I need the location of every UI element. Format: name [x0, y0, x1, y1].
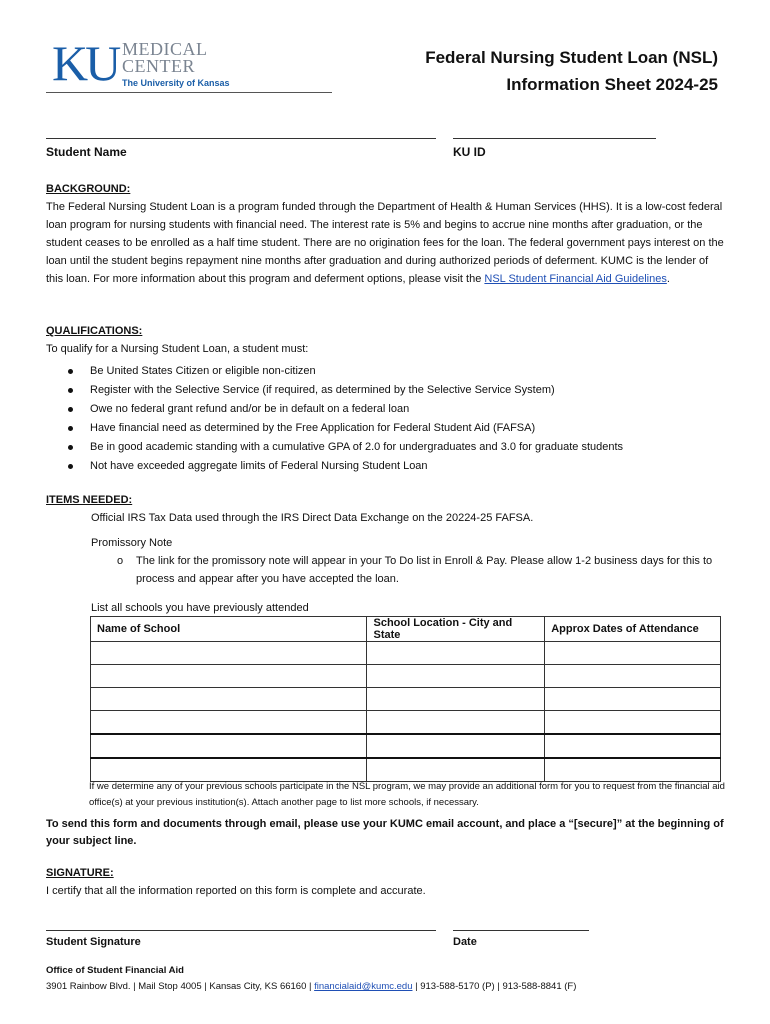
items-needed-section [46, 491, 726, 509]
school-location-cell[interactable] [367, 734, 545, 758]
bullet-icon [68, 407, 73, 412]
school-dates-cell[interactable] [545, 688, 721, 711]
phone-text: | 913-588-5170 (P) | 913-588-8841 (F) [412, 981, 577, 992]
qualification-text: Register with the Selective Service (if required, as determined by the Selective Service System) [90, 384, 555, 396]
table-row [91, 711, 721, 735]
bullet-icon [68, 464, 73, 469]
list-item [46, 457, 726, 476]
background-section [46, 180, 726, 288]
date-line[interactable] [453, 930, 589, 931]
kumc-logo [52, 35, 232, 94]
school-dates-cell[interactable] [545, 642, 721, 665]
list-item [46, 438, 726, 457]
bullet-icon [68, 445, 73, 450]
signature-heading: SIGNATURE: [46, 867, 114, 879]
student-signature-line[interactable] [46, 930, 436, 931]
bullet-icon [68, 369, 73, 374]
school-name-cell[interactable] [91, 711, 367, 735]
col-header-name: Name of School [91, 617, 367, 642]
document-title [425, 44, 718, 98]
list-item [46, 419, 726, 438]
signature-section [46, 864, 426, 900]
ku-id-label: KU ID [453, 145, 486, 159]
table-header-row [91, 617, 721, 642]
school-dates-cell[interactable] [545, 734, 721, 758]
school-dates-cell[interactable] [545, 758, 721, 782]
table-row [91, 734, 721, 758]
school-location-cell[interactable] [367, 642, 545, 665]
qualification-text: Owe no federal grant refund and/or be in default on a federal loan [90, 403, 410, 415]
qualification-text: Have financial need as determined by the Free Application for Federal Student Aid (FAFSA) [90, 422, 536, 434]
col-header-location: School Location - City and State [367, 617, 545, 642]
school-name-cell[interactable] [91, 734, 367, 758]
logo-ku-mark: KU [52, 35, 119, 91]
background-heading: BACKGROUND: [46, 183, 131, 195]
email-link[interactable]: financialaid@kumc.edu [314, 981, 413, 992]
student-name-label: Student Name [46, 145, 127, 159]
background-end: . [666, 273, 670, 285]
table-row [91, 665, 721, 688]
table-row [91, 642, 721, 665]
email-instructions: To send this form and documents through email, please use your KUMC email account, and place a “[secure]” at the beginning of your subject line. [46, 818, 724, 847]
items-needed-heading: ITEMS NEEDED: [46, 494, 133, 506]
qualifications-intro: To qualify for a Nursing Student Loan, a student must: [46, 343, 309, 355]
school-dates-cell[interactable] [545, 665, 721, 688]
qualifications-section [46, 322, 726, 358]
footer [46, 963, 746, 995]
school-dates-cell[interactable] [545, 711, 721, 735]
school-name-cell[interactable] [91, 688, 367, 711]
col-header-dates: Approx Dates of Attendance [545, 617, 721, 642]
contact-line [46, 979, 746, 995]
logo-center: CENTER [122, 56, 195, 76]
ku-id-line[interactable] [453, 138, 656, 139]
promissory-detail-text: The link for the promissory note will appear in your To Do list in Enroll & Pay. Please allow 1-2 business days for this to process and appear after you have accepted the loan. [136, 555, 713, 585]
office-name: Office of Student Financial Aid [46, 965, 184, 976]
qualification-text: Be in good academic standing with a cumulative GPA of 2.0 for undergraduates and 3.0 for graduate students [90, 441, 624, 453]
title-line-2: Information Sheet 2024-25 [506, 75, 718, 94]
logo-divider [46, 92, 332, 93]
table-row [91, 758, 721, 782]
certify-text: I certify that all the information reported on this form is complete and accurate. [46, 885, 426, 897]
bullet-icon [68, 426, 73, 431]
school-location-cell[interactable] [367, 758, 545, 782]
irs-data-text: Official IRS Tax Data used through the IRS Direct Data Exchange on the 20224-25 FAFSA. [91, 512, 534, 524]
school-name-cell[interactable] [91, 642, 367, 665]
nsl-guidelines-link[interactable]: NSL Student Financial Aid Guidelines [484, 273, 667, 285]
title-line-1: Federal Nursing Student Loan (NSL) [425, 48, 718, 67]
list-item [46, 362, 726, 381]
list-item [46, 400, 726, 419]
student-signature-label: Student Signature [46, 936, 141, 948]
schools-label: List all schools you have previously attended [91, 602, 309, 614]
schools-table [90, 616, 721, 782]
school-location-cell[interactable] [367, 688, 545, 711]
school-name-cell[interactable] [91, 665, 367, 688]
schools-note: If we determine any of your previous schools participate in the NSL program, we may provide an additional form for you to request from the financial aid office(s) at your previous institution(s). Attach another page to list more schools, if necessary. [89, 781, 725, 808]
qualifications-list [46, 362, 726, 476]
logo-medical: MEDICAL [122, 39, 208, 59]
table-row [91, 688, 721, 711]
school-location-cell[interactable] [367, 665, 545, 688]
background-body: The Federal Nursing Student Loan is a program funded through the Department of Health & Human Services (HHS). It is a low-cost federal loan program for nursing students with financial need. The interest rate is 5% and begins to accrue nine months after graduation, or the student ceases to be enrolled as a half time student. There are no origination fees for the loan. The federal government pays interest on the loan until the student begins repayment nine months after graduation and during authorized periods of deferment. KUMC is the lender of this loan. For more information about this program and deferment options, please visit the [46, 201, 724, 285]
list-item [46, 381, 726, 400]
student-name-line[interactable] [46, 138, 436, 139]
address-text: 3901 Rainbow Blvd. | Mail Stop 4005 | Kansas City, KS 66160 | [46, 981, 315, 992]
date-label: Date [453, 936, 477, 948]
promissory-note-label: Promissory Note [91, 537, 173, 549]
school-location-cell[interactable] [367, 711, 545, 735]
qualification-text: Not have exceeded aggregate limits of Federal Nursing Student Loan [90, 460, 428, 472]
qualification-text: Be United States Citizen or eligible non-citizen [90, 365, 316, 377]
school-name-cell[interactable] [91, 758, 367, 782]
qualifications-heading: QUALIFICATIONS: [46, 325, 143, 337]
background-text [46, 198, 726, 288]
bullet-icon [68, 388, 73, 393]
circle-bullet-icon: o [117, 555, 124, 567]
logo-university: The University of Kansas [122, 78, 230, 88]
